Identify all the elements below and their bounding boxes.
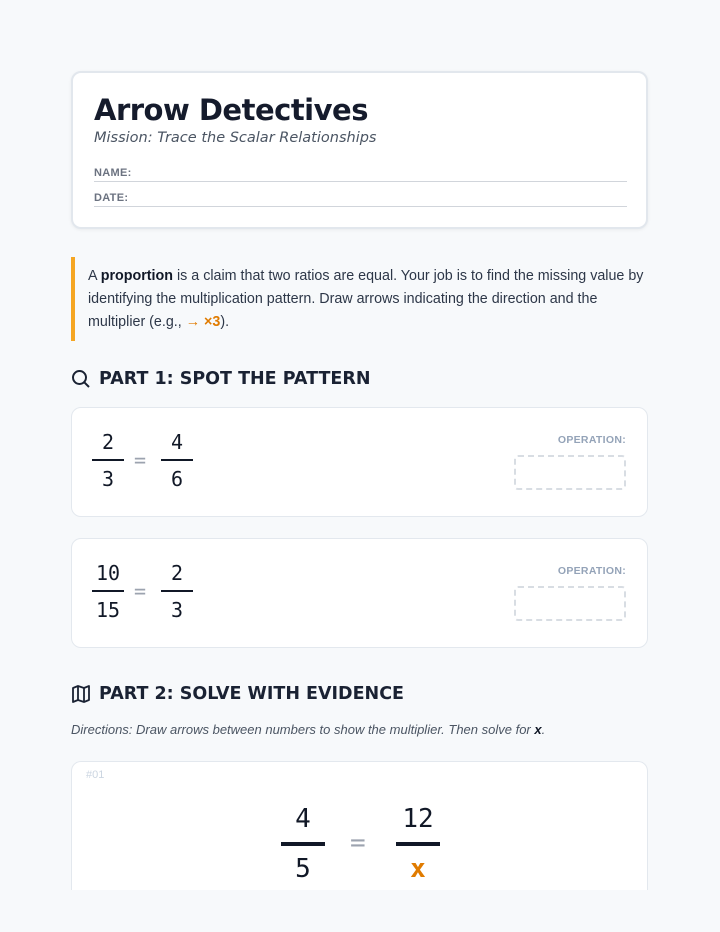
map-icon (71, 684, 91, 704)
numerator: 10 (95, 561, 121, 585)
part1-heading-text: PART 1: SPOT THE PATTERN (99, 369, 371, 389)
fraction-right (161, 430, 193, 491)
directions-end: . (541, 722, 546, 737)
intro-text: is a claim that two ratios are equal. Your job is to find the missing value by identifying the multiplication pattern. Draw arrows indicating the direction and the multiplier (e.g., (88, 268, 644, 330)
part2-heading-text: PART 2: SOLVE WITH EVIDENCE (99, 684, 404, 704)
date-field[interactable] (94, 188, 627, 207)
fraction-right (161, 561, 193, 622)
part2-directions (71, 722, 545, 737)
page-title: Arrow Detectives (94, 93, 368, 127)
equals-sign: = (350, 828, 366, 858)
denominator: 3 (101, 467, 115, 491)
denominator: 5 (295, 854, 311, 884)
fraction-bar (92, 590, 124, 592)
numerator: 2 (170, 561, 184, 585)
equals-sign: = (134, 579, 147, 603)
header-card (71, 71, 648, 229)
fraction-bar (92, 459, 124, 461)
denominator: 15 (95, 598, 121, 622)
fraction-bar (396, 842, 440, 846)
intro-callout (71, 257, 648, 341)
operation-answer-box[interactable] (514, 586, 626, 621)
solve-problem-1 (71, 761, 648, 890)
denominator: 6 (170, 467, 184, 491)
intro-prefix: A (88, 268, 101, 284)
numerator: 4 (295, 804, 311, 834)
numerator: 12 (402, 804, 434, 834)
directions-text: Directions: Draw arrows between numbers to show the multiplier. Then solve for (71, 722, 535, 737)
fraction-left (92, 561, 124, 622)
fraction-left (92, 430, 124, 491)
operation-label: OPERATION: (557, 434, 626, 446)
directions-variable: x (534, 722, 542, 737)
problem-number: #01 (86, 769, 105, 781)
numerator: 4 (170, 430, 184, 454)
part1-heading (71, 369, 370, 389)
part2-heading (71, 684, 404, 704)
fraction-bar (161, 590, 193, 592)
unknown-variable: x (410, 854, 426, 884)
pattern-problem-1 (71, 407, 648, 517)
name-label: NAME: (94, 167, 132, 179)
fraction-right (396, 804, 440, 884)
fraction-bar (161, 459, 193, 461)
name-field[interactable] (94, 163, 627, 182)
intro-suffix: ). (220, 314, 230, 330)
intro-example: → ×3 (185, 314, 221, 330)
date-label: DATE: (94, 192, 129, 204)
fraction-left (281, 804, 325, 884)
intro-term: proportion (100, 268, 173, 284)
fraction-bar (281, 842, 325, 846)
search-icon (71, 369, 91, 389)
equals-sign: = (134, 448, 147, 472)
operation-answer-box[interactable] (514, 455, 626, 490)
denominator: 3 (170, 598, 184, 622)
page-subtitle: Mission: Trace the Scalar Relationships (94, 130, 377, 146)
pattern-problem-2 (71, 538, 648, 648)
operation-label: OPERATION: (557, 565, 626, 577)
numerator: 2 (101, 430, 115, 454)
